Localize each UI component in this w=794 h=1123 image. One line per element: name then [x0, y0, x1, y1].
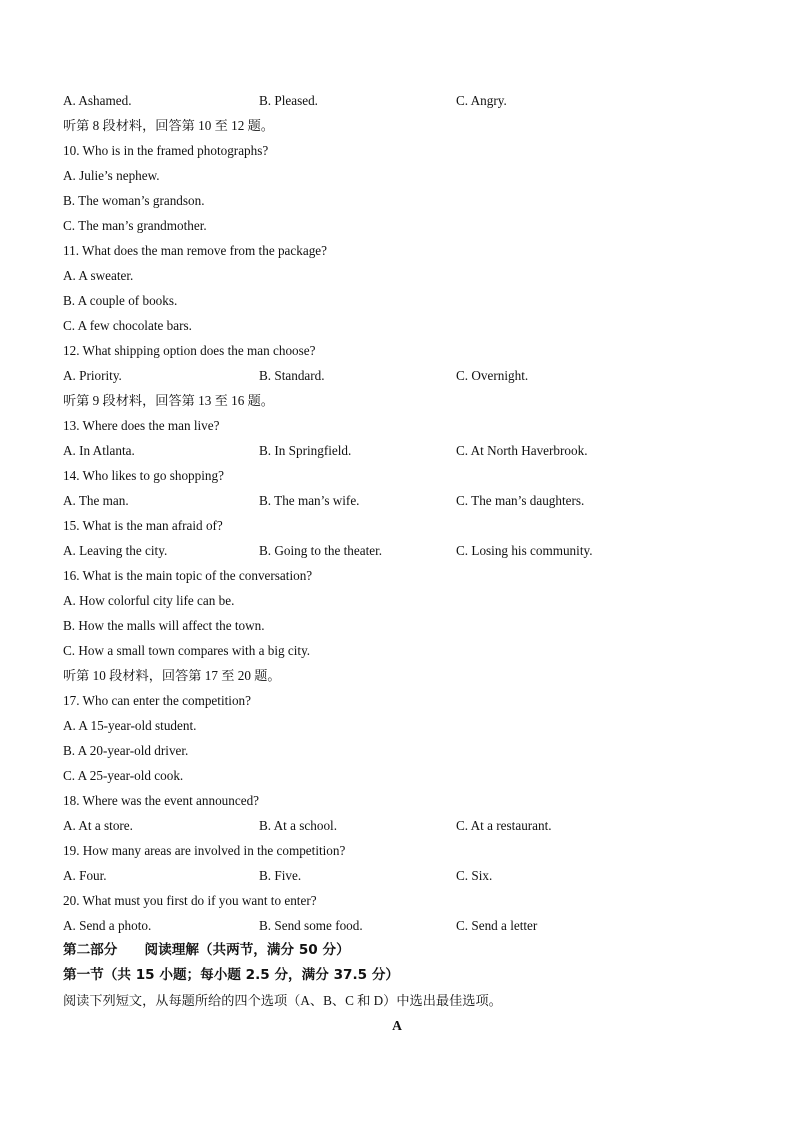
- q11-option-b: B. A couple of books.: [63, 293, 178, 308]
- option-a: A. Priority.: [63, 368, 122, 383]
- q19-options: [63, 863, 754, 888]
- q18-question: 18. Where was the event announced?: [63, 793, 260, 808]
- q14-question: 14. Who likes to go shopping?: [63, 468, 224, 483]
- option-c: C. Losing his community.: [456, 543, 593, 558]
- option-a: A. Ashamed.: [63, 93, 132, 108]
- q10-option-a: A. Julie’s nephew.: [63, 168, 160, 183]
- q16-option-c: C. How a small town compares with a big city.: [63, 643, 311, 658]
- option-a: A. Four.: [63, 868, 107, 883]
- section1-title: 第一节（共 15 小题；每小题 2.5 分，满分 37.5 分）: [63, 967, 400, 983]
- option-b: B. Five.: [259, 868, 302, 883]
- section9-instruction: 听第 9 段材料，回答第 13 至 16 题。: [63, 393, 274, 408]
- q11-option-a: A. A sweater.: [63, 268, 134, 283]
- q13-options: [63, 438, 754, 463]
- q12-options: [63, 363, 754, 388]
- option-b: B. At a school.: [259, 818, 338, 833]
- q17-option-c: C. A 25-year-old cook.: [63, 768, 184, 783]
- option-b: B. Going to the theater.: [259, 543, 383, 558]
- reading-instruction: 阅读下列短文，从每题所给的四个选项（A、B、C 和 D）中选出最佳选项。: [63, 993, 502, 1008]
- option-c: C. Six.: [456, 868, 493, 883]
- option-c: C. Send a letter: [456, 918, 538, 933]
- option-c: C. Angry.: [456, 93, 507, 108]
- q10-question: 10. Who is in the framed photographs?: [63, 143, 269, 158]
- q10-option-c: C. The man’s grandmother.: [63, 218, 207, 233]
- option-a: A. Leaving the city.: [63, 543, 168, 558]
- section10-instruction: 听第 10 段材料，回答第 17 至 20 题。: [63, 668, 281, 683]
- q16-option-b: B. How the malls will affect the town.: [63, 618, 265, 633]
- q20-options: [63, 913, 754, 938]
- q16-option-a: A. How colorful city life can be.: [63, 593, 235, 608]
- q17-option-a: A. A 15-year-old student.: [63, 718, 197, 733]
- passage-label: A: [392, 1018, 402, 1033]
- q15-options: [63, 538, 754, 563]
- part2-title: 第二部分 阅读理解（共两节，满分 50 分）: [63, 942, 350, 958]
- q17-option-b: B. A 20-year-old driver.: [63, 743, 189, 758]
- q14-options: [63, 488, 754, 513]
- q19-question: 19. How many areas are involved in the competition?: [63, 843, 346, 858]
- option-b: B. In Springfield.: [259, 443, 352, 458]
- option-b: B. The man’s wife.: [259, 493, 360, 508]
- section8-instruction: 听第 8 段材料，回答第 10 至 12 题。: [63, 118, 274, 133]
- q11-option-c: C. A few chocolate bars.: [63, 318, 192, 333]
- q13-question: 13. Where does the man live?: [63, 418, 220, 433]
- option-c: C. The man’s daughters.: [456, 493, 585, 508]
- q18-options: [63, 813, 754, 838]
- q15-question: 15. What is the man afraid of?: [63, 518, 223, 533]
- q12-question: 12. What shipping option does the man choose?: [63, 343, 316, 358]
- q9-options: [63, 88, 754, 113]
- option-a: A. Send a photo.: [63, 918, 152, 933]
- q20-question: 20. What must you first do if you want to enter?: [63, 893, 317, 908]
- option-a: A. The man.: [63, 493, 129, 508]
- option-c: C. At a restaurant.: [456, 818, 552, 833]
- option-a: A. At a store.: [63, 818, 133, 833]
- option-c: C. At North Haverbrook.: [456, 443, 588, 458]
- option-b: B. Pleased.: [259, 93, 318, 108]
- option-a: A. In Atlanta.: [63, 443, 135, 458]
- q16-question: 16. What is the main topic of the conversation?: [63, 568, 313, 583]
- option-b: B. Standard.: [259, 368, 325, 383]
- option-c: C. Overnight.: [456, 368, 529, 383]
- option-b: B. Send some food.: [259, 918, 363, 933]
- q11-question: 11. What does the man remove from the package?: [63, 243, 328, 258]
- q17-question: 17. Who can enter the competition?: [63, 693, 251, 708]
- q10-option-b: B. The woman’s grandson.: [63, 193, 205, 208]
